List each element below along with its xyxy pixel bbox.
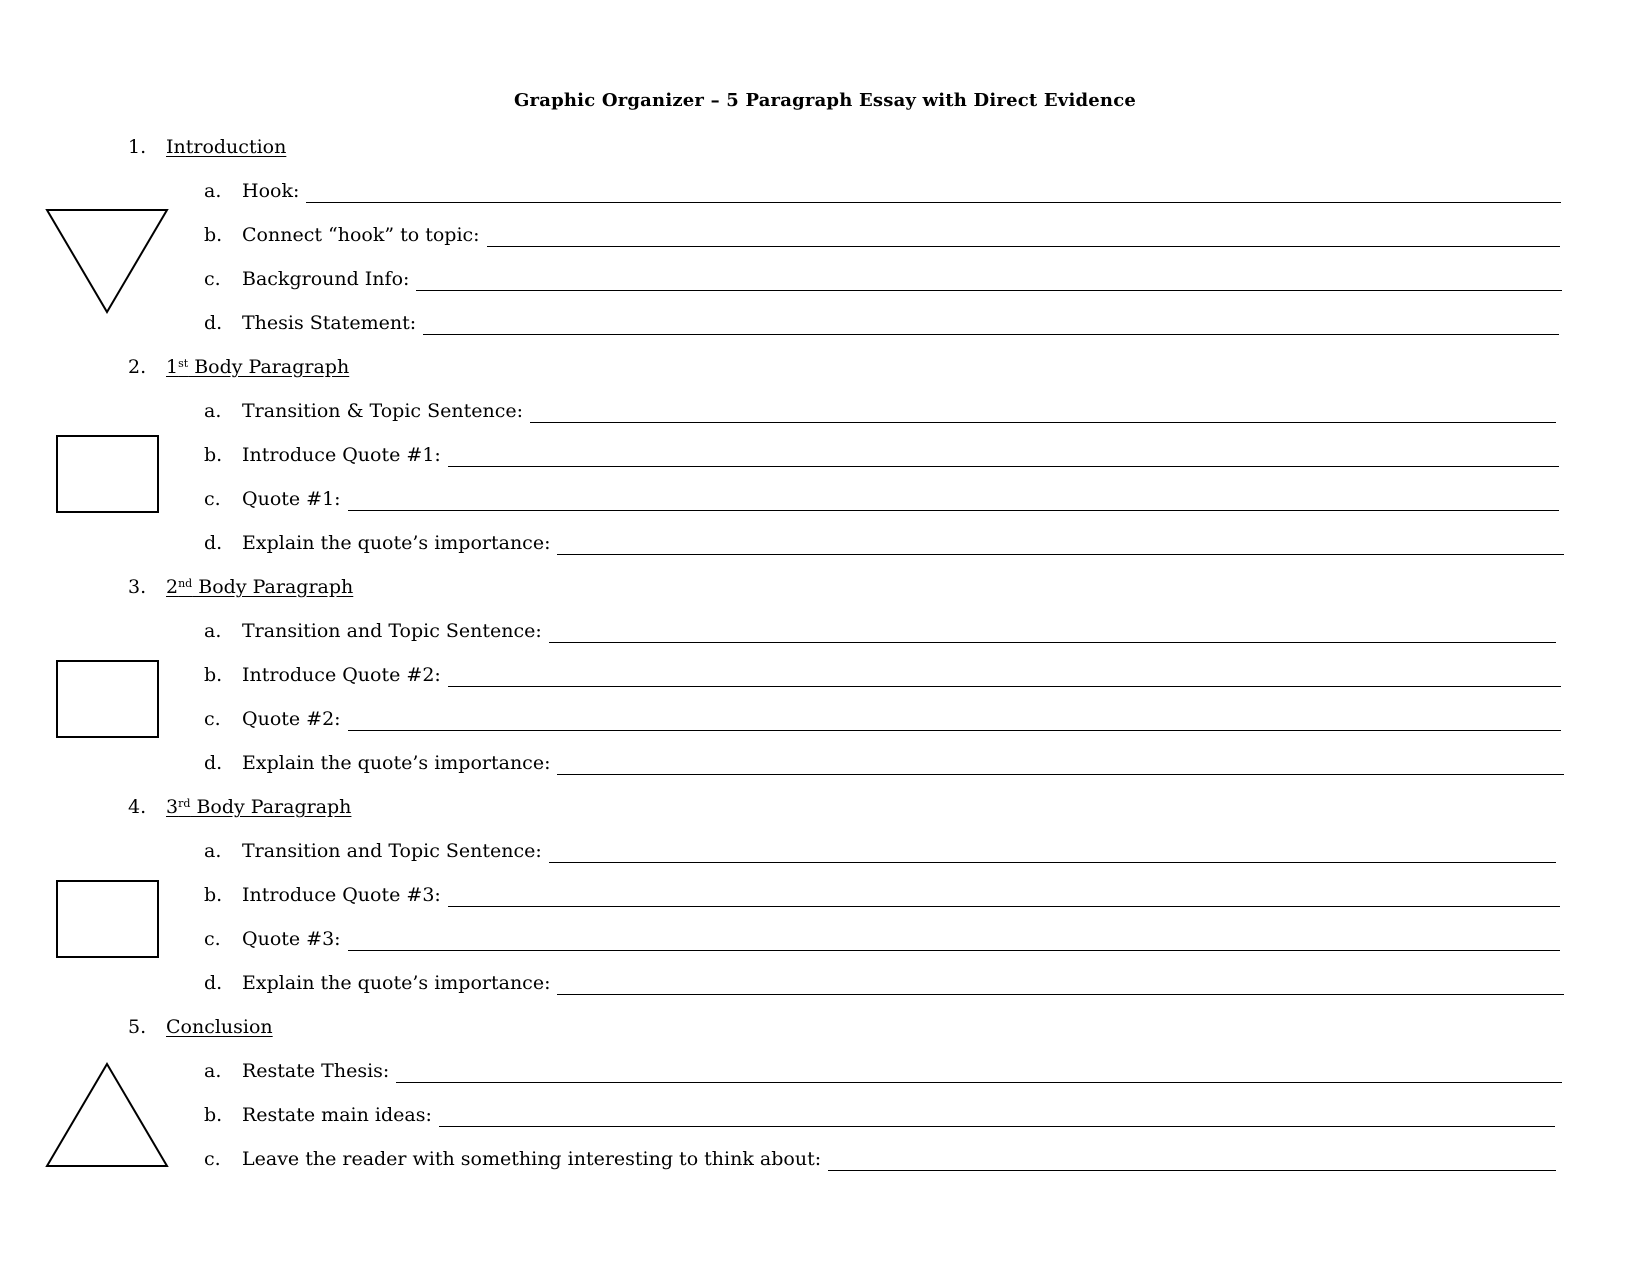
body1-item-quote xyxy=(204,487,1559,511)
section-heading-body-2 xyxy=(128,575,353,599)
item-letter: d. xyxy=(204,752,223,774)
section-title: Conclusion xyxy=(166,1016,273,1038)
item-label: Transition & Topic Sentence: xyxy=(242,400,523,422)
item-letter: b. xyxy=(204,1104,223,1126)
item-label: Leave the reader with something interesting to think about: xyxy=(242,1148,822,1170)
item-letter: a. xyxy=(204,400,222,422)
item-letter: c. xyxy=(204,488,221,510)
item-label: Introduce Quote #2: xyxy=(242,664,441,686)
item-label: Connect “hook” to topic: xyxy=(242,224,480,246)
inverted-triangle-icon xyxy=(45,208,169,314)
section-title: Introduction xyxy=(166,136,287,158)
item-label: Restate main ideas: xyxy=(242,1104,432,1126)
item-label: Restate Thesis: xyxy=(242,1060,390,1082)
body3-item-explain xyxy=(204,971,1564,995)
answer-line[interactable] xyxy=(557,755,1564,775)
intro-item-hook xyxy=(204,179,1561,203)
answer-line[interactable] xyxy=(448,447,1559,467)
answer-line[interactable] xyxy=(416,271,1562,291)
section-number: 1. xyxy=(128,136,147,158)
answer-line[interactable] xyxy=(448,887,1560,907)
section-heading-introduction xyxy=(128,135,286,159)
item-label: Quote #1: xyxy=(242,488,341,510)
answer-line[interactable] xyxy=(448,667,1561,687)
body3-item-transition xyxy=(204,839,1556,863)
item-label: Explain the quote’s importance: xyxy=(242,972,551,994)
intro-item-connect-hook xyxy=(204,223,1560,247)
body2-item-transition xyxy=(204,619,1556,643)
item-letter: a. xyxy=(204,620,222,642)
page-title: Graphic Organizer – 5 Paragraph Essay with Direct Evidence xyxy=(513,90,1137,111)
answer-line[interactable] xyxy=(348,491,1559,511)
item-label: Quote #2: xyxy=(242,708,341,730)
answer-line[interactable] xyxy=(306,183,1561,203)
item-letter: b. xyxy=(204,444,223,466)
item-letter: b. xyxy=(204,884,223,906)
rectangle-icon xyxy=(56,880,160,959)
answer-line[interactable] xyxy=(530,403,1556,423)
section-title: 3rd Body Paragraph xyxy=(166,796,352,818)
answer-line[interactable] xyxy=(549,623,1556,643)
body2-item-explain xyxy=(204,751,1564,775)
section-number: 4. xyxy=(128,796,147,818)
item-letter: c. xyxy=(204,708,221,730)
answer-line[interactable] xyxy=(348,931,1560,951)
item-letter: c. xyxy=(204,928,221,950)
item-letter: c. xyxy=(204,1148,221,1170)
section-heading-body-3 xyxy=(128,795,351,819)
rectangle-icon xyxy=(56,435,160,514)
section-number: 5. xyxy=(128,1016,147,1038)
item-letter: b. xyxy=(204,664,223,686)
conclusion-item-main-ideas xyxy=(204,1103,1555,1127)
item-letter: d. xyxy=(204,972,223,994)
answer-line[interactable] xyxy=(423,315,1559,335)
answer-line[interactable] xyxy=(557,535,1564,555)
body3-item-quote xyxy=(204,927,1560,951)
conclusion-item-leave-reader xyxy=(204,1147,1556,1171)
item-letter: c. xyxy=(204,268,221,290)
item-letter: d. xyxy=(204,312,223,334)
rectangle-icon xyxy=(56,660,160,739)
answer-line[interactable] xyxy=(487,227,1560,247)
item-label: Introduce Quote #1: xyxy=(242,444,441,466)
conclusion-item-restate-thesis xyxy=(204,1059,1562,1083)
body2-item-introduce-quote xyxy=(204,663,1561,687)
section-number: 3. xyxy=(128,576,147,598)
item-letter: a. xyxy=(204,840,222,862)
section-heading-conclusion xyxy=(128,1015,273,1039)
section-heading-body-1 xyxy=(128,355,349,379)
body2-item-quote xyxy=(204,707,1561,731)
section-title: 2nd Body Paragraph xyxy=(166,576,354,598)
answer-line[interactable] xyxy=(557,975,1564,995)
intro-item-background xyxy=(204,267,1562,291)
answer-line[interactable] xyxy=(439,1107,1555,1127)
body1-item-introduce-quote xyxy=(204,443,1559,467)
item-letter: a. xyxy=(204,180,222,202)
item-letter: d. xyxy=(204,532,223,554)
item-letter: a. xyxy=(204,1060,222,1082)
item-label: Transition and Topic Sentence: xyxy=(242,620,542,642)
answer-line[interactable] xyxy=(549,843,1556,863)
item-label: Quote #3: xyxy=(242,928,341,950)
answer-line[interactable] xyxy=(348,711,1561,731)
item-label: Explain the quote’s importance: xyxy=(242,532,551,554)
item-letter: b. xyxy=(204,224,223,246)
body1-item-transition xyxy=(204,399,1556,423)
section-number: 2. xyxy=(128,356,147,378)
item-label: Introduce Quote #3: xyxy=(242,884,441,906)
intro-item-thesis xyxy=(204,311,1559,335)
answer-line[interactable] xyxy=(396,1063,1562,1083)
item-label: Hook: xyxy=(242,180,300,202)
item-label: Background Info: xyxy=(242,268,410,290)
triangle-icon xyxy=(45,1062,169,1168)
body1-item-explain xyxy=(204,531,1564,555)
item-label: Transition and Topic Sentence: xyxy=(242,840,542,862)
item-label: Thesis Statement: xyxy=(242,312,417,334)
body3-item-introduce-quote xyxy=(204,883,1560,907)
answer-line[interactable] xyxy=(828,1151,1556,1171)
item-label: Explain the quote’s importance: xyxy=(242,752,551,774)
section-title: 1st Body Paragraph xyxy=(166,356,350,378)
